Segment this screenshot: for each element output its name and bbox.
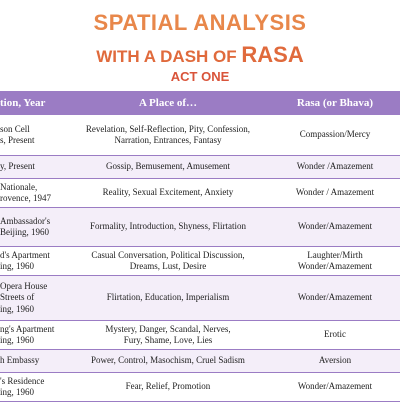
location-cell-line: Opera House [0,281,48,292]
place-cell-line: Power, Control, Masochism, Cruel Sadism [91,355,245,366]
place-cell-line: Reality, Sexual Excitement, Anxiety [102,187,234,198]
rasa-cell-line: Erotic [324,329,346,340]
location-cell-line: son Cell [0,123,30,134]
place-cell-line: Mystery, Danger, Scandal, Nerves, [105,323,231,334]
place-cell [66,373,270,402]
location-cell [0,350,66,373]
place-cell [66,115,270,156]
rasa-cell [270,276,400,321]
table-row [0,156,400,179]
rasa-cell [270,350,400,373]
header-location: tion, Year [0,91,66,115]
location-cell [0,373,66,402]
rasa-cell [270,321,400,350]
place-cell-line: Narration, Entrances, Fantasy [114,135,222,145]
table-row [0,373,400,402]
table-row [0,247,400,276]
rasa-cell-line: Wonder/Amazement [297,261,373,271]
rasa-cell-line: Wonder /Amazement [296,161,374,172]
location-cell-line: Streets of [0,292,35,303]
place-cell-line: Formality, Introduction, Shyness, Flirtation [90,221,246,232]
rasa-cell-line: Wonder/Amazement [297,381,373,392]
table-row [0,276,400,321]
location-cell-line: rovence, 1947 [0,193,51,203]
location-cell-line: Nationale, [0,181,38,192]
rasa-cell [270,208,400,247]
location-cell-line: 's Residence [0,375,45,386]
location-cell-line: ing, 1960 [0,303,35,314]
header-place: A Place of… [66,91,270,115]
place-cell [66,350,270,373]
location-cell-line: Beijing, 1960 [0,227,49,237]
rasa-cell-line: Wonder / Amazement [295,187,375,198]
subtitle-rasa: RASA [241,42,304,67]
location-cell-line: ing, 1960 [0,387,35,397]
table-row [0,321,400,350]
location-cell-line: y, Present [0,161,35,172]
location-cell-line: ng's Apartment [0,323,55,334]
location-cell-line: d's Apartment [0,249,50,260]
place-cell-line: Dreams, Lust, Desire [129,261,207,271]
place-cell-line: Flirtation, Education, Imperialism [106,292,230,303]
rasa-cell-line: Compassion/Mercy [299,129,371,140]
place-cell [66,208,270,247]
location-cell-line: h Embassy [0,355,40,366]
rasa-cell [270,156,400,179]
spatial-analysis-table [0,91,400,402]
place-cell-line: Fury, Shame, Love, Lies [123,335,213,345]
place-cell [66,247,270,276]
table-body [0,115,400,402]
location-cell-line: Ambassador's [0,215,51,226]
location-cell [0,156,66,179]
rasa-cell-line: Wonder/Amazement [297,221,373,232]
header-rasa: Rasa (or Bhava) [270,91,400,115]
table-row [0,208,400,247]
subtitle-prefix: WITH A DASH OF [96,47,242,66]
location-cell-line: s, Present [0,135,35,145]
table-header-row [0,91,400,115]
location-cell-line: ing, 1960 [0,261,35,271]
place-cell [66,276,270,321]
place-cell-line: Revelation, Self-Reflection, Pity, Confession, [85,123,251,134]
rasa-cell-line: Laughter/Mirth [307,249,363,260]
place-cell [66,321,270,350]
slide-title: SPATIAL ANALYSIS [93,10,307,35]
location-cell [0,321,66,350]
rasa-cell [270,179,400,208]
act-label: ACT ONE [170,69,230,84]
rasa-cell-line: Wonder/Amazement [297,292,373,303]
place-cell-line: Gossip, Bemusement, Amusement [106,161,230,172]
place-cell-line: Casual Conversation, Political Discussion, [91,249,245,260]
location-cell [0,208,66,247]
location-cell [0,276,66,321]
rasa-cell-line: Aversion [318,355,352,366]
location-cell [0,247,66,276]
table-row [0,350,400,373]
rasa-cell [270,115,400,156]
location-cell-line: ing, 1960 [0,335,35,345]
location-cell [0,115,66,156]
table-row [0,179,400,208]
slide-subtitle [0,42,400,68]
rasa-cell [270,373,400,402]
table-row [0,115,400,156]
rasa-cell [270,247,400,276]
place-cell [66,179,270,208]
place-cell [66,156,270,179]
place-cell-line: Fear, Relief, Promotion [125,381,211,392]
location-cell [0,179,66,208]
